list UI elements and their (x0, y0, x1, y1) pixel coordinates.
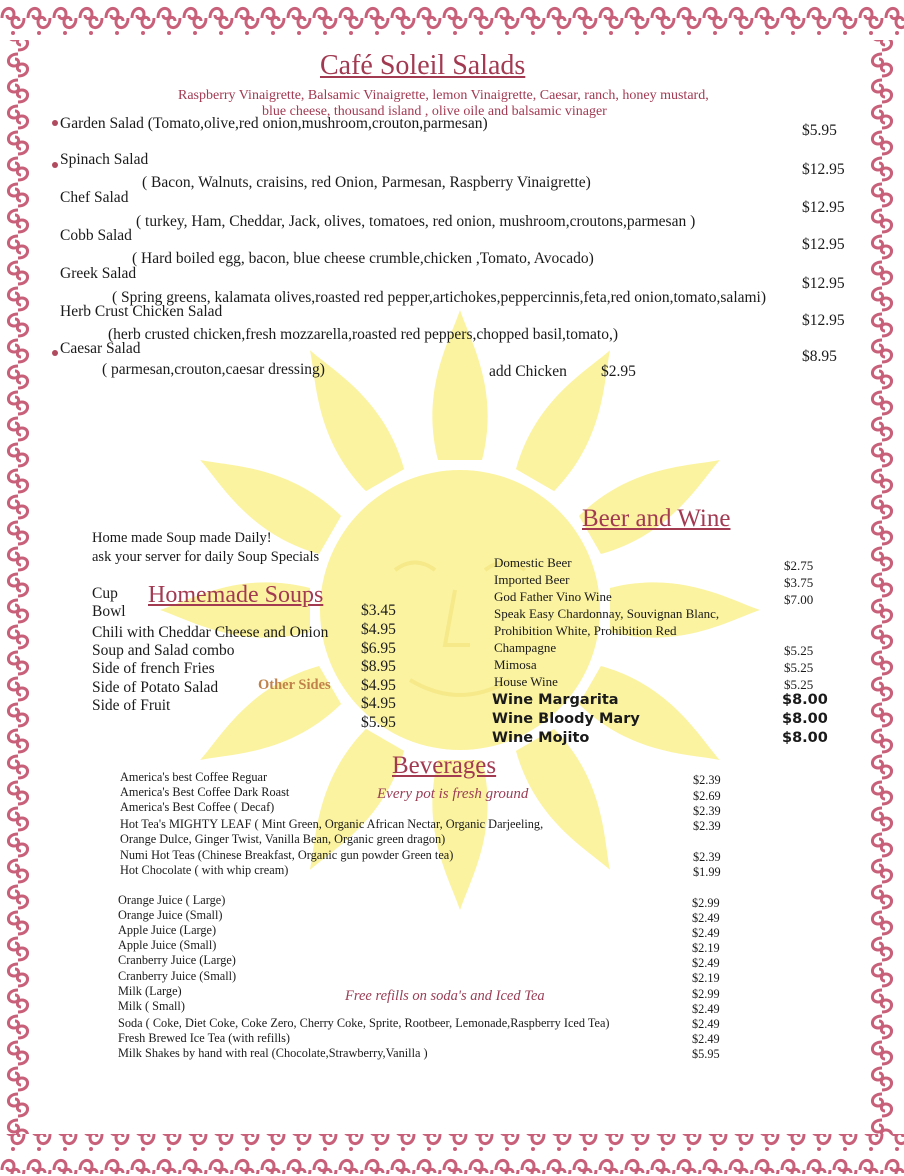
soup-item-price: $4.95 (361, 695, 396, 712)
drink-price: $5.25 (784, 643, 814, 658)
soup-item-name: Cup (92, 585, 118, 602)
salad-price: $12.95 (802, 275, 845, 292)
salad-name: Cobb Salad (60, 227, 132, 244)
beverage-price: $2.39 (693, 850, 721, 864)
beverage-price: $2.69 (693, 789, 721, 803)
beverage-name: America's Best Coffee ( Decaf) (120, 800, 275, 814)
beverages-title: Beverages (392, 752, 497, 779)
beverage-price: $2.49 (692, 1032, 720, 1046)
wine-cocktail-name: Wine Mojito (492, 730, 590, 746)
drink-name: Speak Easy Chardonnay, Souvignan Blanc, (494, 606, 720, 621)
drink-price: $7.00 (784, 592, 814, 607)
beverage-name: Hot Chocolate ( with whip cream) (120, 863, 289, 877)
beverage-name: Orange Juice ( Large) (118, 893, 226, 907)
soup-intro-line-2: ask your server for daily Soup Specials (92, 549, 320, 565)
salad-name: Caesar Salad (60, 340, 141, 357)
salad-desc: ( parmesan,crouton,caesar dressing) (102, 361, 325, 378)
wine-cocktail-price: $8.00 (782, 692, 828, 708)
drink-name: Domestic Beer (494, 555, 572, 570)
drink-name: Mimosa (494, 657, 537, 672)
beverage-name: Soda ( Coke, Diet Coke, Coke Zero, Cherry Coke, Sprite, Rootbeer, Lemonade,Raspberry Iced Tea) (118, 1016, 610, 1030)
salad-name: Garden Salad (Tomato,olive,red onion,mushroom,crouton,parmesan) (60, 115, 488, 132)
drink-name: House Wine (494, 674, 558, 689)
beverage-price: $2.49 (692, 926, 720, 940)
beverage-name: Cranberry Juice (Large) (118, 953, 236, 967)
wine-cocktail-name: Wine Margarita (492, 692, 619, 708)
salad-desc: ( turkey, Ham, Cheddar, Jack, olives, tomatoes, red onion, mushroom,croutons,parmesan ) (136, 213, 696, 230)
soup-item-price: $5.95 (361, 714, 396, 731)
drink-name: Imported Beer (494, 572, 570, 587)
beverage-price: $2.39 (693, 819, 721, 833)
salad-price: $12.95 (802, 161, 845, 178)
beverage-price: $2.49 (692, 956, 720, 970)
bullet-icon (52, 120, 58, 126)
beverage-name: America's best Coffee Reguar (120, 770, 268, 784)
drink-price: $5.25 (784, 677, 814, 692)
soup-item-price: $8.95 (361, 658, 396, 675)
dressings-line-1: Raspberry Vinaigrette, Balsamic Vinaigrette, lemon Vinaigrette, Caesar, ranch, honey mustard, (178, 88, 709, 103)
beverage-name: America's Best Coffee Dark Roast (120, 785, 290, 799)
bullet-icon (52, 162, 58, 168)
salads-title: Café Soleil Salads (320, 50, 526, 81)
beverages-subtitle: Every pot is fresh ground (377, 786, 529, 802)
soup-item-name: Side of Fruit (92, 697, 171, 714)
beverage-price: $2.39 (693, 773, 721, 787)
beverage-name: Orange Dulce, Ginger Twist, Vanilla Bean, Organic green dragon) (120, 832, 446, 846)
beverage-name: Numi Hot Teas (Chinese Breakfast, Organic gun powder Green tea) (120, 848, 454, 862)
salad-desc: ( Bacon, Walnuts, craisins, red Onion, Parmesan, Raspberry Vinaigrette) (142, 174, 591, 191)
dressings-line-2: blue cheese, thousand island , olive oile and balsamic vinager (262, 104, 607, 119)
salad-name: Spinach Salad (60, 151, 149, 168)
wine-cocktail-name: Wine Bloody Mary (492, 711, 640, 727)
soup-item-name: Side of Potato Salad (92, 679, 219, 696)
drink-name: Champagne (494, 640, 557, 655)
beverage-name: Hot Tea's MIGHTY LEAF ( Mint Green, Organic African Nectar, Organic Darjeeling, (120, 817, 544, 831)
beverage-price: $2.39 (693, 804, 721, 818)
beer-wine-title: Beer and Wine (582, 505, 731, 532)
drink-price: $5.25 (784, 660, 814, 675)
salad-name: Herb Crust Chicken Salad (60, 303, 223, 320)
soup-item-name: Side of french Fries (92, 660, 215, 677)
drink-name: God Father Vino Wine (494, 589, 612, 604)
soup-item-price: $4.95 (361, 621, 396, 638)
beverage-price: $1.99 (693, 865, 721, 879)
beverage-price: $2.19 (692, 941, 720, 955)
wine-cocktail-price: $8.00 (782, 711, 828, 727)
bullet-icon (52, 350, 58, 356)
other-sides-label: Other Sides (258, 677, 331, 693)
drink-name: Prohibition White, Prohibition Red (494, 623, 677, 638)
salad-price: $5.95 (802, 122, 837, 139)
soup-item-name: Bowl (92, 603, 126, 620)
salad-desc: ( Hard boiled egg, bacon, blue cheese crumble,chicken ,Tomato, Avocado) (132, 250, 594, 267)
salad-desc: ( Spring greens, kalamata olives,roasted red pepper,artichokes,peppercinnis,feta,red onion,tomato,salami) (112, 289, 767, 306)
salad-price: $8.95 (802, 348, 837, 365)
beverage-price: $2.49 (692, 1017, 720, 1031)
beverage-name: Milk ( Small) (118, 999, 185, 1013)
salad-name: Greek Salad (60, 265, 137, 282)
soup-item-price: $6.95 (361, 640, 396, 657)
beverage-name: Apple Juice (Large) (118, 923, 217, 937)
wine-cocktail-price: $8.00 (782, 730, 828, 746)
soup-item-price: $4.95 (361, 677, 396, 694)
beverage-price: $2.49 (692, 911, 720, 925)
beverage-price: $2.19 (692, 971, 720, 985)
salad-price: $12.95 (802, 236, 845, 253)
soup-item-name: Chili with Cheddar Cheese and Onion (92, 624, 329, 641)
refill-note: Free refills on soda's and Iced Tea (345, 988, 545, 1004)
beverage-price: $2.99 (692, 896, 720, 910)
beverage-name: Milk Shakes by hand with real (Chocolate,Strawberry,Vanilla ) (118, 1046, 428, 1060)
beverage-name: Cranberry Juice (Small) (118, 969, 237, 983)
add-chicken-price: $2.95 (601, 363, 636, 380)
drink-price: $2.75 (784, 558, 814, 573)
soup-intro-line-1: Home made Soup made Daily! (92, 530, 272, 546)
beverage-name: Orange Juice (Small) (118, 908, 223, 922)
beverage-name: Fresh Brewed Ice Tea (with refills) (118, 1031, 291, 1045)
salad-name: Chef Salad (60, 189, 129, 206)
beverage-price: $2.99 (692, 987, 720, 1001)
beverage-name: Milk (Large) (118, 984, 182, 998)
beverage-price: $5.95 (692, 1047, 720, 1061)
beverage-name: Apple Juice (Small) (118, 938, 217, 952)
drink-price: $3.75 (784, 575, 814, 590)
soups-title: Homemade Soups (148, 582, 324, 608)
salad-desc: (herb crusted chicken,fresh mozzarella,roasted red peppers,chopped basil,tomato,) (108, 326, 618, 343)
beverage-price: $2.49 (692, 1002, 720, 1016)
add-chicken-label: add Chicken (489, 363, 567, 380)
soup-item-price: $3.45 (361, 602, 396, 619)
soup-item-name: Soup and Salad combo (92, 642, 235, 659)
salad-price: $12.95 (802, 199, 845, 216)
salad-price: $12.95 (802, 312, 845, 329)
